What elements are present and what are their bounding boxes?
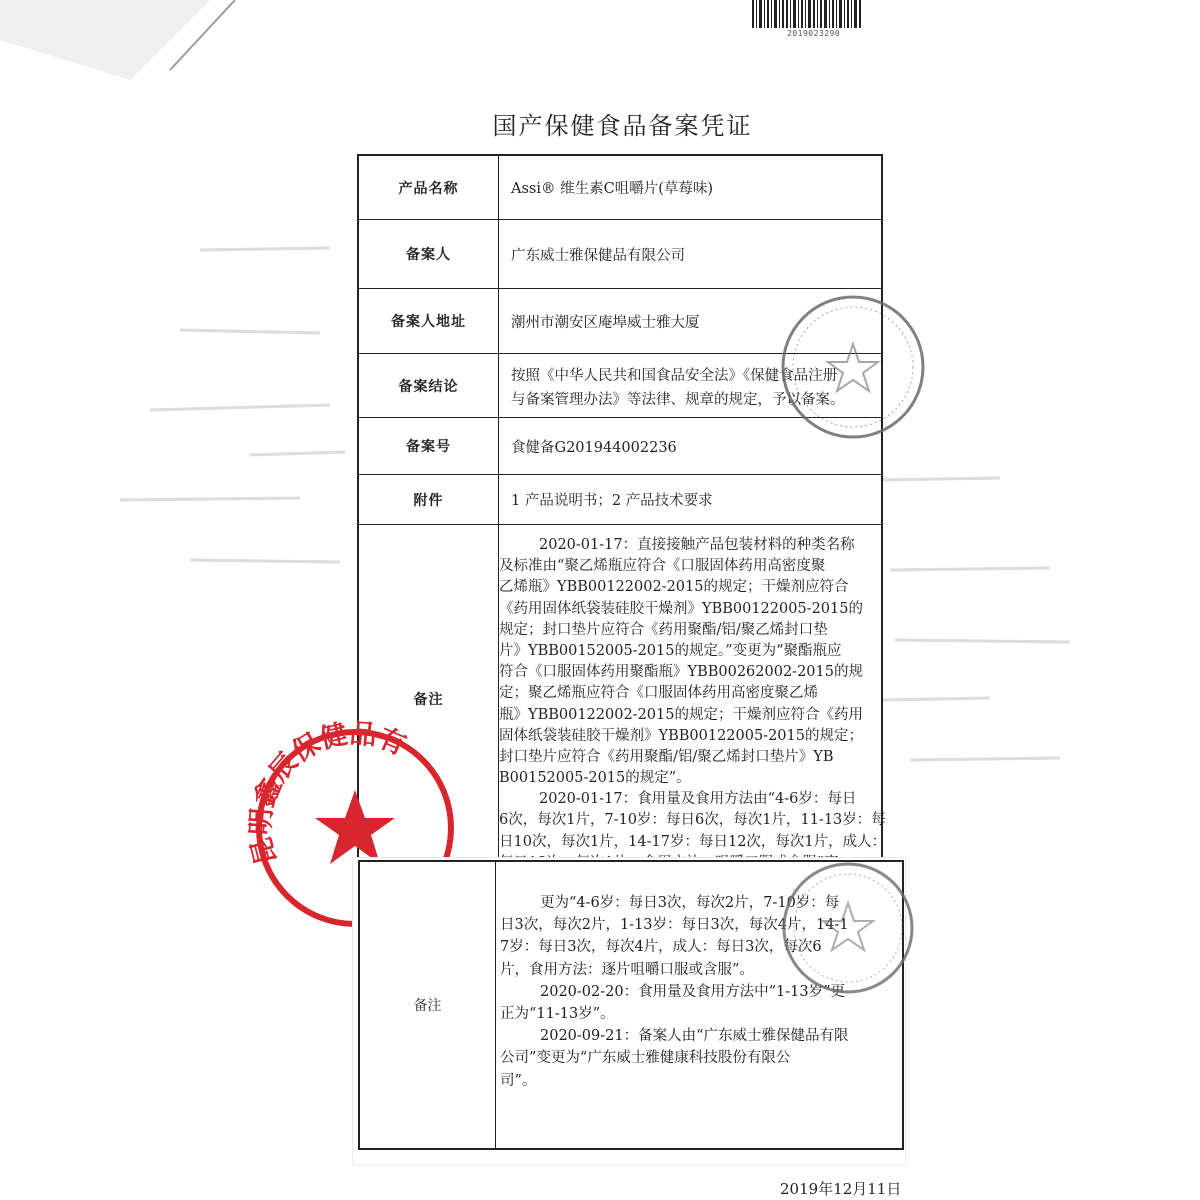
slip-table xyxy=(358,860,904,1150)
row-value xyxy=(499,354,881,417)
slip-line: 2020-02-20：食用量及食用方法中“1-13岁”更 xyxy=(540,983,846,1000)
remarks-text xyxy=(499,535,887,874)
seal-text: 昆明鑫辰保健品有 xyxy=(245,718,411,868)
row-label: 备案人 xyxy=(359,220,499,288)
row-remarks xyxy=(359,525,887,872)
remarks-line: 固体纸袋装硅胶干燥剂》YBB00122005-2015的规定； xyxy=(499,727,863,744)
slip-line: 2020-09-21：备案人由“广东威士雅保健品有限 xyxy=(540,1028,849,1045)
slip-line: 公司”变更为“广东威士雅健康科技股份有限公 xyxy=(500,1050,791,1067)
slip-text xyxy=(500,892,895,1092)
slip-line: 片，食用方法：逐片咀嚼口服或含服”。 xyxy=(500,961,754,978)
remarks-line: 片》YBB00152005-2015的规定。”变更为“聚酯瓶应 xyxy=(499,642,842,659)
row-label: 产品名称 xyxy=(359,156,499,219)
slip-line: 日3次，每次2片，1-13岁：每日3次，每次4片，14-1 xyxy=(500,917,849,934)
issue-date: 2019年12月11日 xyxy=(780,1180,902,1198)
remarks-line: 乙烯瓶》YBB00122002-2015的规定；干燥剂应符合 xyxy=(499,579,849,596)
remarks-line: 封口垫片应符合《药用聚酯/铝/聚乙烯封口垫片》YB xyxy=(499,748,834,765)
slip-line: 更为“4-6岁：每日3次，每次2片，7-10岁：每 xyxy=(540,895,840,911)
row-value: 广东威士雅保健品有限公司 xyxy=(511,247,685,264)
remarks-line: 规定；封口垫片应符合《药用聚酯/铝/聚乙烯封口垫 xyxy=(499,621,828,638)
row-value: 食健备G201944002236 xyxy=(511,439,677,456)
row-value: 潮州市潮安区庵埠威士雅大厦 xyxy=(511,314,700,331)
row-attachments xyxy=(359,475,881,525)
row-product-name xyxy=(359,156,881,220)
record-table xyxy=(357,154,887,874)
row-label: 备案号 xyxy=(359,418,499,474)
slip-label: 备注 xyxy=(360,862,496,1148)
row-value: 1 产品说明书；2 产品技术要求 xyxy=(511,493,713,509)
remarks-line: 2020-01-17：食用量及食用方法由“4-6岁：每日 xyxy=(539,791,857,808)
row-filer-address xyxy=(359,289,881,354)
row-conclusion xyxy=(359,354,881,418)
remarks-continuation-slip xyxy=(353,858,905,1164)
remarks-line: 2020-01-17：直接接触产品包装材料的种类名称 xyxy=(539,537,855,553)
row-label: 备案人地址 xyxy=(359,289,499,353)
conclusion-line: 与备案管理办法》等法律、规章的规定，予以备案。 xyxy=(511,392,845,408)
remarks-line: B00152005-2015的规定”。 xyxy=(499,770,691,787)
slip-line: 正为“11-13岁”。 xyxy=(500,1005,615,1022)
remarks-line: 日10次，每次1片，14-17岁：每日12次，每次1片，成人： xyxy=(499,833,887,850)
remarks-line: 《药用固体纸袋装硅胶干燥剂》YBB00122005-2015的 xyxy=(499,600,863,617)
row-label: 备注 xyxy=(359,525,499,872)
remarks-line: 符合《口服固体药用聚酯瓶》YBB00262002-2015的规 xyxy=(499,664,863,681)
slip-line: 司”。 xyxy=(500,1072,537,1089)
remarks-line: 6次，每次1片，7-10岁：每日6次，每次1片，11-13岁：每 xyxy=(499,812,886,829)
row-filer xyxy=(359,220,881,289)
slip-line: 7岁：每日3次，每次4片，成人：每日3次，每次6 xyxy=(500,939,822,956)
row-record-number xyxy=(359,418,881,475)
row-label: 备案结论 xyxy=(359,354,499,417)
barcode xyxy=(752,0,862,30)
row-label: 附件 xyxy=(359,475,499,524)
remarks-line: 及标准由“聚乙烯瓶应符合《口服固体药用高密度聚 xyxy=(499,558,826,575)
remarks-line: 瓶》YBB00122002-2015的规定；干燥剂应符合《药用 xyxy=(499,706,863,723)
conclusion-line: 按照《中华人民共和国食品安全法》《保健食品注册 xyxy=(511,368,838,384)
barcode-number: 2019023290 xyxy=(787,29,841,38)
remarks-line: 定；聚乙烯瓶应符合《口服固体药用高密度聚乙烯 xyxy=(499,685,818,702)
row-value: Assi® 维生素C咀嚼片(草莓味) xyxy=(511,181,714,197)
page-title: 国产保健食品备案凭证 xyxy=(492,112,753,140)
